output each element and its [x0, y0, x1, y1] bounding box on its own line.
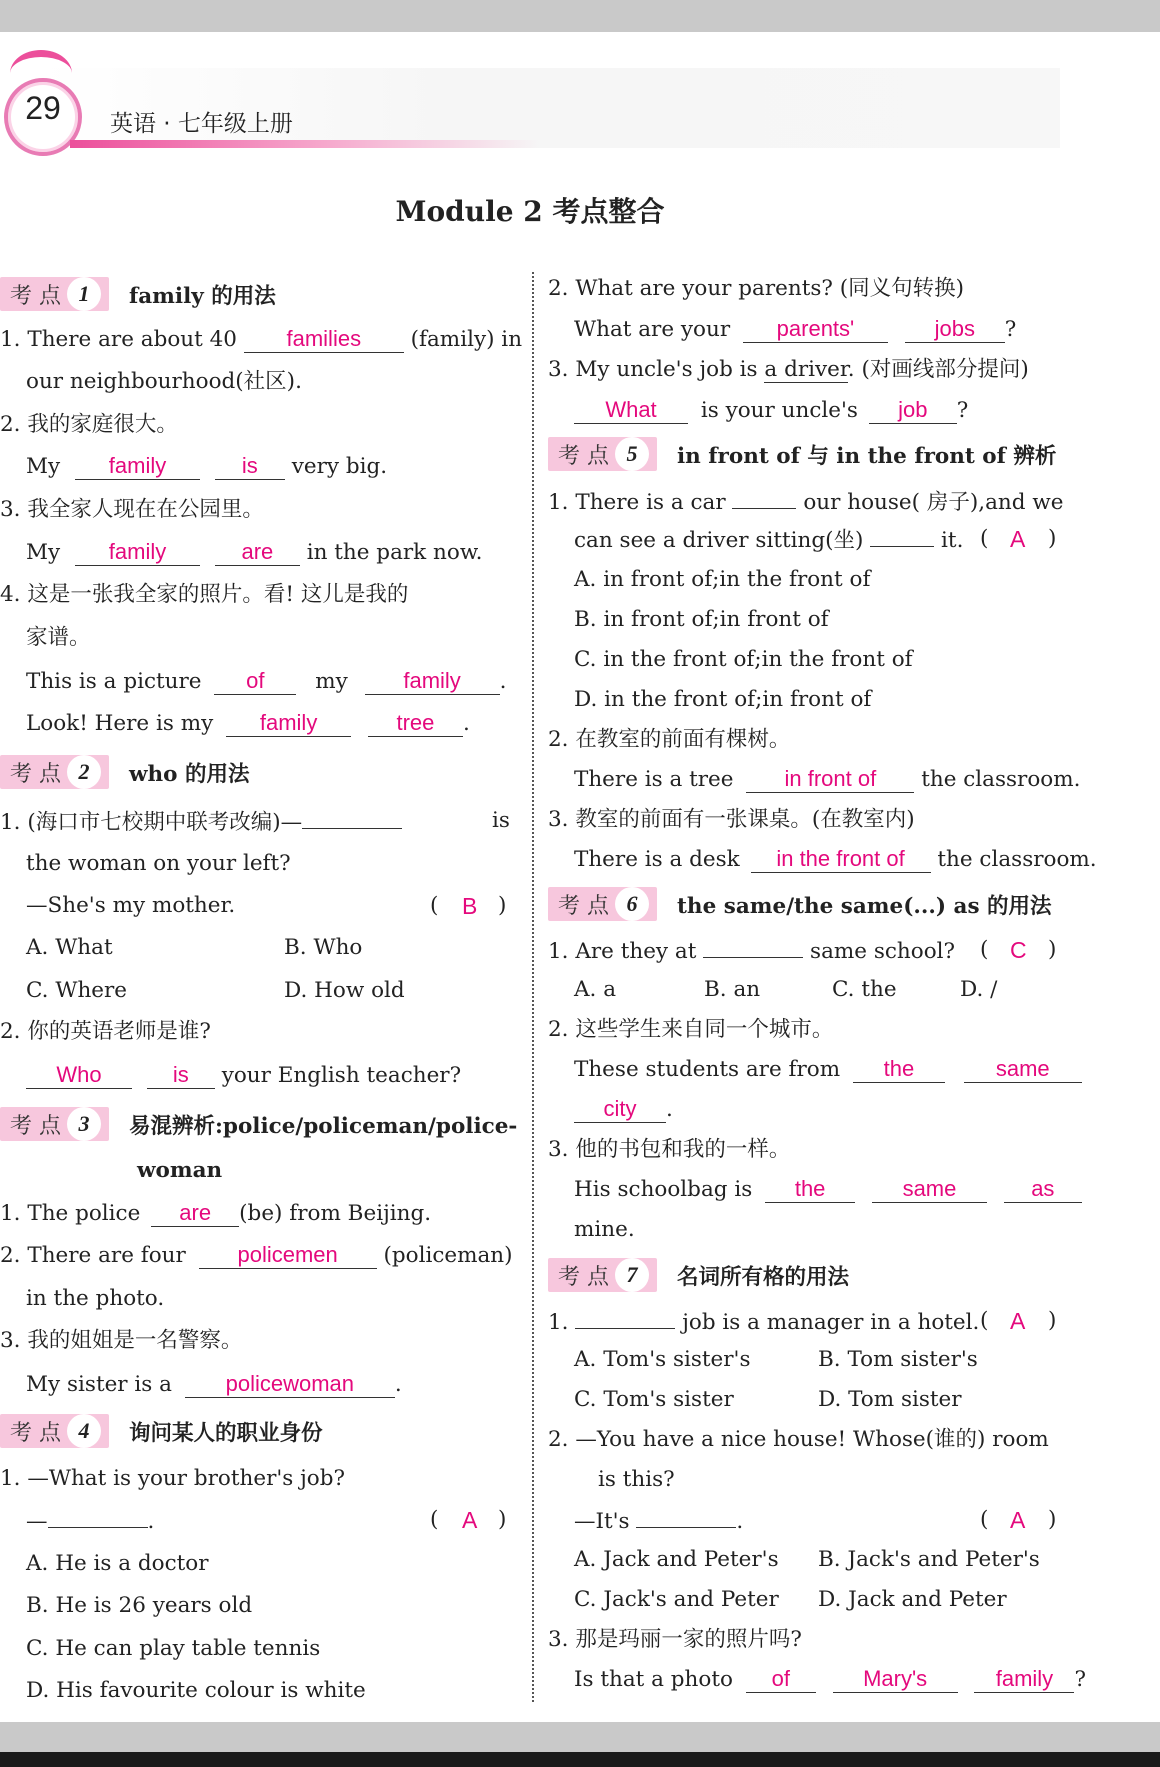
choice-answer: A [1010, 526, 1026, 552]
answer: policewoman [185, 1371, 395, 1398]
question-5-3: 3. 教室的前面有一张课桌。(在教室内) [548, 807, 915, 832]
question-4-3-answer-line: What is your uncle's job ? [574, 396, 968, 426]
question-1-2-answer-line: My family is very big. [26, 453, 388, 479]
choice-answer: A [1010, 1308, 1026, 1334]
blank [732, 486, 796, 509]
option-b: B. Jack's and Peter's [818, 1547, 1040, 1572]
option-b: B. in front of;in front of [574, 607, 829, 632]
answer: families [244, 326, 404, 353]
question-3-1: 1. The police are (be) from Beijing. [0, 1200, 432, 1226]
section-label: 考 点 [558, 443, 609, 469]
question-6-2-answer-line: These students are from the same [574, 1055, 1082, 1085]
option-b: B. an [704, 977, 761, 1002]
option-c: C. Tom's sister [574, 1387, 734, 1412]
book-title: 英语 · 七年级上册 [110, 111, 293, 137]
section-title: 询问某人的职业身份 [129, 1420, 323, 1446]
answer: in front of [746, 766, 914, 793]
question-3-2-cont: in the photo. [26, 1286, 165, 1311]
answer: family [226, 710, 351, 737]
header-line [70, 140, 540, 148]
question-4-1-reply: — . ( A ) [26, 1507, 507, 1534]
section-label: 考 点 [558, 893, 609, 919]
question-7-2-reply: —It's . ( A ) [574, 1507, 1057, 1534]
blank [48, 1505, 148, 1528]
question-5-1-cont: can see a driver sitting(坐) it. ( A ) [574, 526, 1057, 553]
question-6-3-answer-line: His schoolbag is the same as [574, 1175, 1082, 1205]
option-c: C. He can play table tennis [26, 1636, 321, 1661]
section-title: who 的用法 [129, 761, 250, 787]
option-a: A. He is a doctor [26, 1551, 209, 1576]
answer: city [574, 1096, 666, 1123]
option-a: A. a [574, 977, 617, 1002]
question-3-2: 2. There are four policemen (policeman) [0, 1242, 513, 1268]
choice-answer: A [1010, 1507, 1026, 1533]
answer: family [365, 668, 500, 695]
answer: as [1004, 1176, 1082, 1203]
question-7-2: 2. —You have a nice house! Whose(谁的) room [548, 1427, 1049, 1452]
choice-answer: A [462, 1507, 478, 1533]
question-1-4-line1: This is a picture of my family . [26, 668, 507, 694]
answer: of [214, 668, 296, 695]
section-number: 4 [67, 1414, 101, 1448]
section-number: 2 [67, 755, 101, 789]
page-number: 29 [25, 90, 61, 126]
answer: are [151, 1200, 239, 1227]
section-number: 6 [615, 887, 649, 921]
question-2-1-reply: —She's my mother. ( B ) [26, 893, 507, 919]
question-2-1-cont: the woman on your left? [26, 851, 291, 876]
option-d: D. / [960, 977, 998, 1002]
section-number: 3 [67, 1107, 101, 1141]
blank [575, 1306, 675, 1329]
section-tag-1 [0, 276, 276, 312]
blank [703, 935, 803, 958]
section-tag-3 [0, 1106, 517, 1142]
option-c: C. the [832, 977, 897, 1002]
option-b: B. He is 26 years old [26, 1593, 253, 1618]
question-7-3-answer-line: Is that a photo of Mary's family ? [574, 1666, 1086, 1692]
section-title: the same/the same(...) as 的用法 [677, 893, 1052, 919]
section-number: 5 [615, 437, 649, 471]
question-3-3: 3. 我的姐姐是一名警察。 [0, 1328, 243, 1353]
question-1-4-cont: 家谱。 [26, 625, 91, 650]
option-d: D. His favourite colour is white [26, 1678, 366, 1703]
question-1-3-answer-line: My family are in the park now. [26, 539, 483, 565]
option-b: B. Tom sister's [818, 1347, 978, 1372]
option-d: D. in the front of;in front of [574, 687, 872, 712]
question-6-3: 3. 他的书包和我的一样。 [548, 1137, 791, 1162]
question-3-3-answer-line: My sister is a policewoman . [26, 1371, 402, 1397]
section-title: family 的用法 [129, 283, 276, 309]
answer: is [215, 453, 285, 480]
question-1-4: 4. 这是一张我全家的照片。看! 这儿是我的 [0, 582, 409, 607]
question-2-2-answer-line: Who is your English teacher? [26, 1061, 461, 1091]
answer: in the front of [751, 846, 931, 873]
option-d: D. Jack and Peter [818, 1587, 1007, 1612]
blank [302, 806, 402, 829]
section-tag-7 [548, 1257, 849, 1293]
answer: same [872, 1176, 987, 1203]
question-7-3: 3. 那是玛丽一家的照片吗? [548, 1627, 802, 1652]
question-4-2: 2. What are your parents? (同义句转换) [548, 276, 965, 301]
question-4-2-answer-line: What are your parents' jobs ? [574, 316, 1017, 342]
question-5-2: 2. 在教室的前面有棵树。 [548, 727, 791, 752]
answer: jobs [905, 316, 1005, 343]
underlined-phrase: a driver [764, 357, 848, 382]
choice-answer: B [462, 893, 478, 919]
question-7-1: 1. job is a manager in a hotel. ( A ) [548, 1308, 1057, 1335]
question-1-2: 2. 我的家庭很大。 [0, 412, 178, 437]
answer: of [746, 1666, 816, 1693]
option-d: D. How old [284, 978, 405, 1003]
question-1-1-cont: our neighbourhood(社区). [26, 369, 302, 394]
question-1-3: 3. 我全家人现在在公园里。 [0, 497, 264, 522]
question-4-3: 3. My uncle's job is a driver. (对画线部分提问) [548, 357, 1029, 382]
answer: same [964, 1056, 1082, 1083]
option-a: A. Jack and Peter's [574, 1547, 779, 1572]
section-label: 考 点 [10, 1420, 61, 1446]
section-number: 7 [615, 1258, 649, 1292]
section-label: 考 点 [558, 1264, 609, 1290]
section-title: in front of 与 in the front of 辨析 [677, 443, 1057, 469]
question-6-1: 1. Are they at same school? ( C ) [548, 937, 1057, 964]
question-6-3-cont: mine. [574, 1217, 635, 1242]
answer: family [75, 539, 200, 566]
answer: are [215, 539, 300, 566]
question-5-3-answer-line: There is a desk in the front of the classroom. [574, 846, 1097, 872]
question-7-2-cont: is this? [598, 1467, 675, 1492]
section-number: 1 [67, 277, 101, 311]
answer: What [574, 397, 688, 424]
answer: Who [26, 1062, 132, 1089]
column-divider [532, 272, 534, 1702]
option-a: A. What [26, 935, 113, 960]
answer: Mary's [833, 1666, 958, 1693]
section-title-cont: woman [137, 1158, 223, 1183]
question-6-2: 2. 这些学生来自同一个城市。 [548, 1017, 834, 1042]
answer: tree [368, 710, 463, 737]
option-a: A. Tom's sister's [574, 1347, 751, 1372]
question-2-1: 1. (海口市七校期中联考改编)— is [0, 808, 510, 835]
answer: the [853, 1056, 945, 1083]
section-tag-2 [0, 754, 249, 790]
section-tag-5 [548, 436, 1056, 472]
answer: job [869, 397, 957, 424]
answer: the [765, 1176, 855, 1203]
blank [870, 524, 934, 547]
option-b: B. Who [284, 935, 363, 960]
section-title: 易混辨析:police/policeman/police- [129, 1113, 518, 1139]
option-d: D. Tom sister [818, 1387, 962, 1412]
option-c: C. in the front of;in the front of [574, 647, 913, 672]
question-1-4-line2: Look! Here is my family tree . [26, 710, 470, 736]
option-c: C. Where [26, 978, 128, 1003]
answer: family [75, 453, 200, 480]
answer: family [974, 1666, 1074, 1693]
bottom-bar [0, 1752, 1160, 1767]
section-label: 考 点 [10, 283, 61, 309]
choice-answer: C [1010, 937, 1027, 963]
section-label: 考 点 [10, 761, 61, 787]
section-tag-4 [0, 1413, 323, 1449]
question-6-2-cont: city . [574, 1095, 673, 1125]
module-title: Module 2 考点整合 [395, 195, 665, 228]
question-2-2: 2. 你的英语老师是谁? [0, 1019, 211, 1044]
option-a: A. in front of;in the front of [574, 567, 871, 592]
answer: parents' [743, 316, 888, 343]
section-title: 名词所有格的用法 [677, 1264, 850, 1290]
answer: is [147, 1062, 215, 1089]
question-5-2-answer-line: There is a tree in front of the classroom. [574, 766, 1081, 792]
question-1-1: 1. There are about 40 families (family) in [0, 326, 523, 352]
answer: policemen [199, 1242, 377, 1269]
question-4-1: 1. —What is your brother's job? [0, 1466, 346, 1491]
question-5-1: 1. There is a car our house( 房子),and we [548, 486, 1063, 518]
section-label: 考 点 [10, 1113, 61, 1139]
section-tag-6 [548, 886, 1052, 922]
option-c: C. Jack's and Peter [574, 1587, 779, 1612]
blank [636, 1505, 736, 1528]
